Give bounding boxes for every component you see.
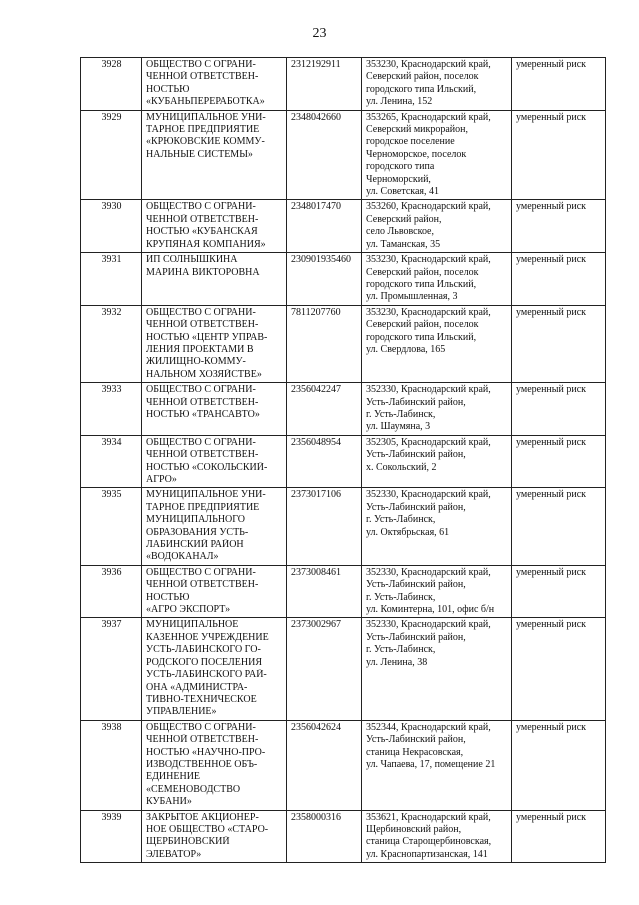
address-line: 352305, Краснодарский край,	[366, 436, 491, 448]
organization-name-line: МАРИНА ВИКТОРОВНА	[146, 266, 260, 278]
row-number-cell: 3930	[81, 200, 142, 253]
address-line: ул. Краснопартизанская, 141	[366, 848, 488, 860]
address-cell	[362, 253, 512, 306]
address-line: Щербиновский район,	[366, 823, 462, 835]
address-line: станица Некрасовская,	[366, 746, 464, 758]
table-row	[81, 720, 606, 810]
address-line: Северский район,	[366, 213, 442, 225]
organization-name-line: НОСТЬЮ «ЦЕНТР УПРАВ-	[146, 331, 268, 343]
table-row	[81, 565, 606, 618]
address-line: 352330, Краснодарский край,	[366, 566, 491, 578]
inn-cell: 2356042624	[287, 720, 362, 810]
address-line: 353621, Краснодарский край,	[366, 811, 491, 823]
table-row	[81, 58, 606, 111]
organization-name-line: «ВОДОКАНАЛ»	[146, 551, 219, 563]
organization-name-cell	[142, 58, 287, 111]
organization-name-line: ОБЩЕСТВО С ОГРАНИ-	[146, 566, 256, 578]
inn-cell: 7811207760	[287, 305, 362, 382]
organization-name-cell	[142, 720, 287, 810]
address-line: г. Усть-Лабинск,	[366, 514, 436, 526]
organization-name-line: ЧЕННОЙ ОТВЕТСТВЕН-	[146, 734, 259, 746]
risk-category-cell: умеренный риск	[512, 435, 606, 488]
row-number-cell: 3933	[81, 383, 142, 436]
organization-name-line: ЧЕННОЙ ОТВЕТСТВЕН-	[146, 319, 259, 331]
organization-name-line: ТАРНОЕ ПРЕДПРИЯТИЕ	[146, 501, 260, 513]
table-row	[81, 810, 606, 863]
risk-category-cell: умеренный риск	[512, 383, 606, 436]
address-line: ул. Промышленная, 3	[366, 291, 458, 303]
row-number-cell: 3934	[81, 435, 142, 488]
address-cell	[362, 383, 512, 436]
address-line: городского типа	[366, 161, 435, 173]
organization-name-line: ЛАБИНСКИЙ РАЙОН	[146, 539, 244, 551]
organization-name-line: ЗАКРЫТОЕ АКЦИОНЕР-	[146, 811, 259, 823]
risk-category-cell: умеренный риск	[512, 565, 606, 618]
address-line: Усть-Лабинский район,	[366, 449, 466, 461]
inn-cell: 2356048954	[287, 435, 362, 488]
table-row	[81, 200, 606, 253]
organization-name-line: ЭЛЕВАТОР»	[146, 848, 202, 860]
row-number-cell: 3936	[81, 565, 142, 618]
address-line: ул. Советская, 41	[366, 186, 439, 198]
organization-name-cell	[142, 565, 287, 618]
inn-cell: 2373017106	[287, 488, 362, 565]
organization-name-line: МУНИЦИПАЛЬНОЕ	[146, 619, 239, 631]
table-row	[81, 618, 606, 720]
address-line: г. Усть-Лабинск,	[366, 644, 436, 656]
address-line: 353230, Краснодарский край,	[366, 59, 491, 70]
organization-name-line: ОБЩЕСТВО С ОГРАНИ-	[146, 384, 256, 396]
organization-name-line: ОБЩЕСТВО С ОГРАНИ-	[146, 59, 256, 70]
risk-category-cell: умеренный риск	[512, 110, 606, 200]
address-line: 352330, Краснодарский край,	[366, 384, 491, 396]
address-line: ул. Чапаева, 17, помещение 21	[366, 758, 496, 770]
organization-name-cell	[142, 618, 287, 720]
organization-name-line: ОБЩЕСТВО С ОГРАНИ-	[146, 721, 256, 733]
row-number-cell: 3939	[81, 810, 142, 863]
address-line: Усть-Лабинский район,	[366, 734, 466, 746]
risk-category-cell: умеренный риск	[512, 488, 606, 565]
organization-name-line: ЧЕННОЙ ОТВЕТСТВЕН-	[146, 213, 259, 225]
organization-name-line: РОДСКОГО ПОСЕЛЕНИЯ	[146, 656, 263, 668]
address-cell	[362, 810, 512, 863]
risk-category-cell: умеренный риск	[512, 810, 606, 863]
address-line: Усть-Лабинский район,	[366, 396, 466, 408]
address-line: Северский район, поселок	[366, 319, 479, 331]
organization-name-line: ЧЕННОЙ ОТВЕТСТВЕН-	[146, 396, 259, 408]
risk-category-cell: умеренный риск	[512, 58, 606, 111]
address-line: Черноморское, поселок	[366, 148, 467, 160]
organization-name-line: ИЗВОДСТВЕННОЕ ОБЪ-	[146, 758, 258, 770]
organization-name-line: КРУПЯНАЯ КОМПАНИЯ»	[146, 238, 266, 250]
inn-cell: 2356042247	[287, 383, 362, 436]
registry-table	[80, 57, 606, 863]
address-line: городское поселение	[366, 136, 455, 148]
address-line: городского типа Ильский,	[366, 331, 477, 343]
address-line: Северский микрорайон,	[366, 124, 469, 136]
organization-name-line: ТАРНОЕ ПРЕДПРИЯТИЕ	[146, 124, 260, 136]
address-cell	[362, 110, 512, 200]
organization-name-line: ОБЩЕСТВО С ОГРАНИ-	[146, 201, 256, 213]
organization-name-line: ЛЕНИЯ ПРОЕКТАМИ В	[146, 343, 254, 355]
organization-name-line: ЕДИНЕНИЕ	[146, 771, 201, 783]
organization-name-line: ОБРАЗОВАНИЯ УСТЬ-	[146, 526, 249, 538]
organization-name-line: «КУБАНЬПЕРЕРАБОТКА»	[146, 96, 265, 108]
organization-name-line: ОБЩЕСТВО С ОГРАНИ-	[146, 306, 256, 318]
inn-cell: 2358000316	[287, 810, 362, 863]
organization-name-line: АГРО»	[146, 474, 177, 485]
organization-name-line: УПРАВЛЕНИЕ»	[146, 706, 217, 718]
address-line: Усть-Лабинский район,	[366, 579, 466, 591]
address-line: 352330, Краснодарский край,	[366, 489, 491, 501]
organization-name-line: УСТЬ-ЛАБИНСКОГО РАЙ-	[146, 669, 267, 681]
row-number-cell: 3937	[81, 618, 142, 720]
address-cell	[362, 305, 512, 382]
inn-cell: 2373002967	[287, 618, 362, 720]
organization-name-line: ТИВНО-ТЕХНИЧЕСКОЕ	[146, 693, 257, 705]
address-line: 353260, Краснодарский край,	[366, 201, 491, 213]
organization-name-line: НАЛЬНОМ ХОЗЯЙСТВЕ»	[146, 368, 262, 380]
address-line: село Львовское,	[366, 226, 434, 238]
row-number-cell: 3932	[81, 305, 142, 382]
organization-name-line: МУНИЦИПАЛЬНОЕ УНИ-	[146, 111, 266, 123]
organization-name-cell	[142, 110, 287, 200]
risk-category-cell: умеренный риск	[512, 618, 606, 720]
address-line: городского типа Ильский,	[366, 83, 477, 95]
organization-name-line: КАЗЕННОЕ УЧРЕЖДЕНИЕ	[146, 631, 269, 643]
organization-name-line: ЧЕННОЙ ОТВЕТСТВЕН-	[146, 579, 259, 591]
organization-name-line: «АГРО ЭКСПОРТ»	[146, 604, 231, 616]
address-line: х. Сокольский, 2	[366, 461, 437, 473]
organization-name-cell	[142, 305, 287, 382]
organization-name-cell	[142, 488, 287, 565]
organization-name-line: ИП СОЛНЫШКИНА	[146, 254, 238, 266]
row-number-cell: 3931	[81, 253, 142, 306]
organization-name-line: ЧЕННОЙ ОТВЕТСТВЕН-	[146, 449, 259, 461]
address-cell	[362, 565, 512, 618]
address-line: 353230, Краснодарский край,	[366, 306, 491, 318]
organization-name-line: НОСТЬЮ	[146, 591, 190, 603]
organization-name-line: НОСТЬЮ	[146, 83, 190, 95]
organization-name-line: НОЕ ОБЩЕСТВО «СТАРО-	[146, 823, 269, 835]
risk-category-cell: умеренный риск	[512, 720, 606, 810]
table-row	[81, 305, 606, 382]
organization-name-line: НОСТЬЮ «КУБАНСКАЯ	[146, 226, 258, 238]
address-line: ул. Октябрьская, 61	[366, 526, 450, 538]
address-line: станица Старощербиновская,	[366, 836, 492, 848]
organization-name-line: НОСТЬЮ «НАУЧНО-ПРО-	[146, 746, 266, 758]
organization-name-line: ОБЩЕСТВО С ОГРАНИ-	[146, 436, 256, 448]
address-line: городского типа Ильский,	[366, 278, 477, 290]
address-cell	[362, 720, 512, 810]
registry-table-body	[81, 58, 606, 863]
organization-name-line: НОСТЬЮ «СОКОЛЬСКИЙ-	[146, 461, 268, 473]
organization-name-line: НАЛЬНЫЕ СИСТЕМЫ»	[146, 148, 253, 160]
organization-name-line: «СЕМЕНОВОДСТВО	[146, 783, 241, 795]
table-row	[81, 488, 606, 565]
organization-name-line: ЧЕННОЙ ОТВЕТСТВЕН-	[146, 71, 259, 83]
risk-category-cell: умеренный риск	[512, 200, 606, 253]
address-line: ул. Коминтерна, 101, офис б/н	[366, 604, 495, 616]
organization-name-cell	[142, 435, 287, 488]
address-cell	[362, 488, 512, 565]
address-line: 352344, Краснодарский край,	[366, 721, 491, 733]
risk-category-cell: умеренный риск	[512, 305, 606, 382]
inn-cell: 2348017470	[287, 200, 362, 253]
inn-cell: 2373008461	[287, 565, 362, 618]
address-line: Черноморский,	[366, 173, 431, 185]
address-line: ул. Таманская, 35	[366, 238, 441, 250]
address-cell	[362, 200, 512, 253]
organization-name-line: НОСТЬЮ «ТРАНСАВТО»	[146, 408, 260, 420]
address-line: Северский район, поселок	[366, 266, 479, 278]
row-number-cell: 3935	[81, 488, 142, 565]
address-line: ул. Ленина, 152	[366, 96, 433, 108]
address-line: ул. Свердлова, 165	[366, 343, 446, 355]
address-line: ул. Шаумяна, 3	[366, 421, 431, 433]
organization-name-line: ЩЕРБИНОВСКИЙ	[146, 836, 230, 848]
address-cell	[362, 435, 512, 488]
organization-name-cell	[142, 383, 287, 436]
row-number-cell: 3929	[81, 110, 142, 200]
address-line: г. Усть-Лабинск,	[366, 408, 436, 420]
address-line: г. Усть-Лабинск,	[366, 591, 436, 603]
row-number-cell: 3938	[81, 720, 142, 810]
organization-name-line: УСТЬ-ЛАБИНСКОГО ГО-	[146, 644, 261, 656]
organization-name-line: ЖИЛИЩНО-КОММУ-	[146, 356, 246, 368]
address-cell	[362, 618, 512, 720]
organization-name-cell	[142, 810, 287, 863]
inn-cell: 2348042660	[287, 110, 362, 200]
risk-category-cell: умеренный риск	[512, 253, 606, 306]
address-line: Усть-Лабинский район,	[366, 631, 466, 643]
address-line: Северский район, поселок	[366, 71, 479, 83]
organization-name-line: КУБАНИ»	[146, 796, 192, 808]
address-line: 353265, Краснодарский край,	[366, 111, 491, 123]
address-line: 352330, Краснодарский край,	[366, 619, 491, 631]
address-cell	[362, 58, 512, 111]
address-line: 353230, Краснодарский край,	[366, 254, 491, 266]
table-row	[81, 435, 606, 488]
organization-name-line: «КРЮКОВСКИЕ КОММУ-	[146, 136, 265, 148]
organization-name-cell	[142, 253, 287, 306]
organization-name-line: МУНИЦИПАЛЬНОЕ УНИ-	[146, 489, 266, 501]
address-line: Усть-Лабинский район,	[366, 501, 466, 513]
inn-cell: 2312192911	[287, 58, 362, 111]
organization-name-line: МУНИЦИПАЛЬНОГО	[146, 514, 246, 526]
page-number: 23	[312, 26, 327, 41]
row-number-cell: 3928	[81, 58, 142, 111]
organization-name-cell	[142, 200, 287, 253]
table-row	[81, 110, 606, 200]
organization-name-line: ОНА «АДМИНИСТРА-	[146, 681, 248, 693]
table-row	[81, 383, 606, 436]
table-row	[81, 253, 606, 306]
address-line: ул. Ленина, 38	[366, 656, 428, 668]
inn-cell: 230901935460	[287, 253, 362, 306]
